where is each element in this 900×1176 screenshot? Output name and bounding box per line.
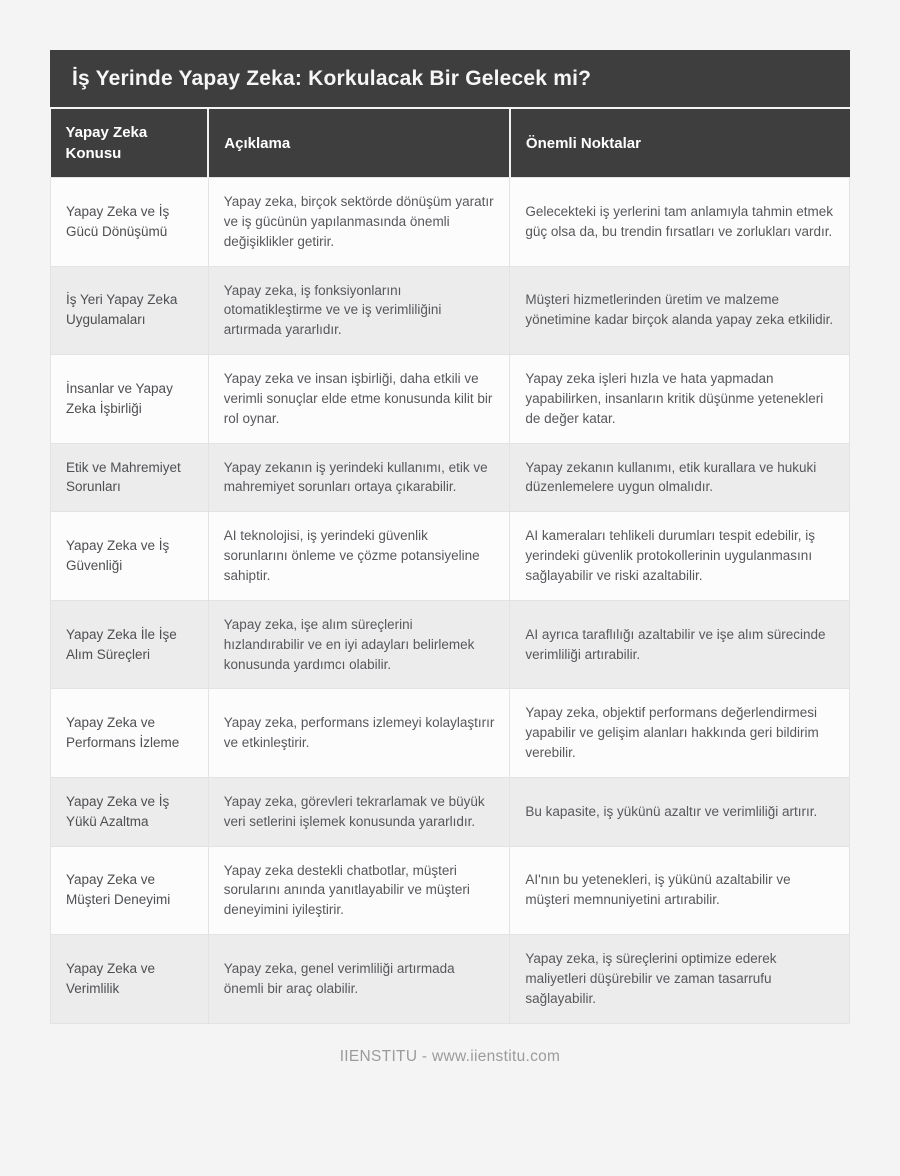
table-row (51, 443, 850, 512)
column-header-key-points: Önemli Noktalar (510, 109, 850, 178)
topic-cell: Yapay Zeka ve Verimlilik (51, 935, 209, 1024)
topic-cell: Yapay Zeka ve İş Gücü Dönüşümü (51, 178, 209, 267)
table-row (51, 355, 850, 444)
key-points-cell: Yapay zeka, iş süreçlerini optimize ederek maliyetleri düşürebilir ve zaman tasarrufu sağlayabilir. (510, 935, 850, 1024)
key-points-cell: AI kameraları tehlikeli durumları tespit edebilir, iş yerindeki güvenlik protokollerinin uygulanmasını sağlayabilir ve riski azaltabilir. (510, 512, 850, 601)
table-row (51, 777, 850, 846)
table-row (51, 689, 850, 778)
description-cell: Yapay zeka, birçok sektörde dönüşüm yaratır ve iş gücünün yapılanmasında önemli değişiklikler getirir. (208, 178, 510, 267)
description-cell: Yapay zeka destekli chatbotlar, müşteri sorularını anında yanıtlayabilir ve müşteri deneyimini iyileştirir. (208, 846, 510, 935)
article-table-card (50, 50, 850, 1024)
topic-cell: Yapay Zeka ve İş Güvenliği (51, 512, 209, 601)
description-cell: Yapay zeka, iş fonksiyonlarını otomatikleştirme ve ve iş verimliliğini artırmada yararlıdır. (208, 266, 510, 355)
footer-text: IIENSTITU - www.iienstitu.com (339, 1047, 561, 1065)
key-points-cell: Yapay zekanın kullanımı, etik kurallara ve hukuki düzenlemelere uygun olmalıdır. (510, 443, 850, 512)
description-cell: Yapay zeka, genel verimliliği artırmada önemli bir araç olabilir. (208, 935, 510, 1024)
key-points-cell: Yapay zeka işleri hızla ve hata yapmadan yapabilirken, insanların kritik düşünme yetenekleri de değer katar. (510, 355, 850, 444)
table-header-row (51, 109, 850, 178)
column-header-topic: Yapay Zeka Konusu (51, 109, 209, 178)
key-points-cell: AI'nın bu yetenekleri, iş yükünü azaltabilir ve müşteri memnuniyetini artırabilir. (510, 846, 850, 935)
description-cell: AI teknolojisi, iş yerindeki güvenlik sorunlarını önleme ve çözme potansiyeline sahiptir. (208, 512, 510, 601)
table-row (51, 178, 850, 267)
description-cell: Yapay zeka, görevleri tekrarlamak ve büyük veri setlerini işlemek konusunda yararlıdır. (208, 777, 510, 846)
key-points-cell: Gelecekteki iş yerlerini tam anlamıyla tahmin etmek güç olsa da, bu trendin fırsatları ve zorlukları vardır. (510, 178, 850, 267)
topic-cell: Yapay Zeka ve Müşteri Deneyimi (51, 846, 209, 935)
key-points-cell: AI ayrıca taraflılığı azaltabilir ve işe alım sürecinde verimliliği artırabilir. (510, 600, 850, 689)
page-title: İş Yerinde Yapay Zeka: Korkulacak Bir Gelecek mi? (50, 50, 850, 109)
key-points-cell: Müşteri hizmetlerinden üretim ve malzeme yönetimine kadar birçok alanda yapay zeka etkilidir. (510, 266, 850, 355)
topic-cell: İş Yeri Yapay Zeka Uygulamaları (51, 266, 209, 355)
description-cell: Yapay zeka ve insan işbirliği, daha etkili ve verimli sonuçlar elde etme konusunda kilit bir rol oynar. (208, 355, 510, 444)
table-row (51, 846, 850, 935)
topic-cell: Yapay Zeka ve Performans İzleme (51, 689, 209, 778)
description-cell: Yapay zeka, performans izlemeyi kolaylaştırır ve etkinleştirir. (208, 689, 510, 778)
key-points-cell: Yapay zeka, objektif performans değerlendirmesi yapabilir ve gelişim alanları hakkında geri bildirim verebilir. (510, 689, 850, 778)
table-row (51, 935, 850, 1024)
table-row (51, 512, 850, 601)
topic-cell: Yapay Zeka ve İş Yükü Azaltma (51, 777, 209, 846)
key-points-cell: Bu kapasite, iş yükünü azaltır ve verimliliği artırır. (510, 777, 850, 846)
topic-cell: Etik ve Mahremiyet Sorunları (51, 443, 209, 512)
description-cell: Yapay zekanın iş yerindeki kullanımı, etik ve mahremiyet sorunları ortaya çıkarabilir. (208, 443, 510, 512)
topic-cell: İnsanlar ve Yapay Zeka İşbirliği (51, 355, 209, 444)
topic-cell: Yapay Zeka İle İşe Alım Süreçleri (51, 600, 209, 689)
table-row (51, 266, 850, 355)
ai-workplace-table (50, 109, 850, 1024)
column-header-description: Açıklama (208, 109, 510, 178)
table-row (51, 600, 850, 689)
description-cell: Yapay zeka, işe alım süreçlerini hızlandırabilir ve en iyi adayları belirlemek konusunda yardımcı olabilir. (208, 600, 510, 689)
